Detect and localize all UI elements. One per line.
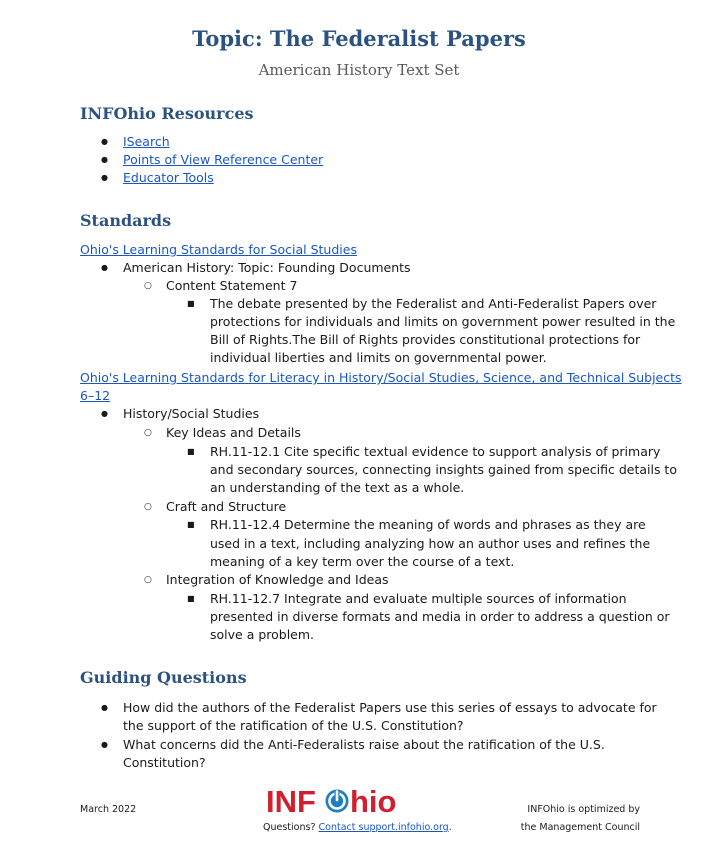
contact-support-link[interactable]: Contact support.infohio.org bbox=[318, 822, 449, 833]
bullet-square bbox=[187, 590, 195, 610]
literacy-standards-link[interactable]: Ohio's Learning Standards for Literacy in History/Social Studies, Science, and Technical Subjects bbox=[80, 370, 682, 385]
guiding-question-line: the support of the ratification of the U.S. Constitution? bbox=[123, 718, 464, 733]
bullet-square bbox=[187, 516, 195, 536]
guiding-question-line: How did the authors of the Federalist Papers use this series of essays to advocate for bbox=[123, 700, 657, 715]
standards-heading: Standards bbox=[80, 211, 172, 230]
bullet-circle bbox=[144, 424, 152, 444]
bullet-disc bbox=[101, 133, 108, 153]
bullet-disc bbox=[101, 169, 108, 189]
standard-group-name: Key Ideas and Details bbox=[166, 425, 301, 440]
footer-date: March 2022 bbox=[80, 804, 137, 815]
bullet-disc bbox=[101, 699, 108, 719]
infohio-logo bbox=[266, 782, 410, 818]
page-title: Topic: The Federalist Papers bbox=[192, 26, 526, 51]
bullet-circle bbox=[144, 277, 152, 297]
standard-group-name: Craft and Structure bbox=[166, 499, 287, 514]
logo-text-inf: INF bbox=[266, 784, 316, 818]
bullet-circle bbox=[144, 498, 152, 518]
bullet-square bbox=[187, 443, 195, 463]
guiding-questions-heading: Guiding Questions bbox=[80, 668, 247, 687]
bullet-disc bbox=[101, 736, 108, 756]
standard-text-line: used in a text, including analyzing how an author uses and refines the bbox=[210, 536, 651, 551]
bullet-disc bbox=[101, 405, 108, 425]
statement-text-line: protections for individuals and limits on government power resulted in the bbox=[210, 314, 676, 329]
bullet-disc bbox=[101, 259, 108, 279]
resource-link-points-of-view[interactable]: Points of View Reference Center bbox=[123, 152, 324, 167]
statement-text-line: individual liberties and limits on governmental power. bbox=[210, 350, 547, 365]
footer-management-line2: the Management Council bbox=[520, 822, 640, 833]
guiding-question-line: What concerns did the Anti-Federalists raise about the ratification of the U.S. bbox=[123, 737, 605, 752]
resources-heading: INFOhio Resources bbox=[80, 104, 254, 123]
content-statement: Content Statement 7 bbox=[166, 278, 298, 293]
standard-text-line: RH.11-12.4 Determine the meaning of words and phrases as they are bbox=[210, 517, 646, 532]
standard-area: American History: Topic: Founding Documents bbox=[123, 260, 411, 275]
bullet-circle bbox=[144, 571, 152, 591]
statement-text-line: Bill of Rights.The Bill of Rights provides constitutional protections for bbox=[210, 332, 641, 347]
standard-group-name: Integration of Knowledge and Ideas bbox=[166, 572, 389, 587]
standard-text-line: an understanding of the text as a whole. bbox=[210, 480, 465, 495]
standard-text-line: RH.11-12.1 Cite specific textual evidence to support analysis of primary bbox=[210, 444, 661, 459]
standard-area: History/Social Studies bbox=[123, 406, 260, 421]
bullet-disc bbox=[101, 151, 108, 171]
standard-text-line: meaning of a key term over the course of a text. bbox=[210, 554, 515, 569]
resource-link-isearch[interactable]: ISearch bbox=[123, 134, 170, 149]
bullet-square bbox=[187, 295, 195, 315]
guiding-question-line: Constitution? bbox=[123, 755, 206, 770]
standard-text-line: and secondary sources, connecting insights gained from specific details to bbox=[210, 462, 677, 477]
resource-link-educator-tools[interactable]: Educator Tools bbox=[123, 170, 214, 185]
footer-management-line1: INFOhio is optimized by bbox=[527, 804, 640, 815]
statement-text-line: The debate presented by the Federalist and Anti-Federalist Papers over bbox=[210, 296, 657, 311]
social-studies-standards-link[interactable]: Ohio's Learning Standards for Social Studies bbox=[80, 242, 357, 257]
logo-text-hio: hio bbox=[350, 784, 397, 818]
page-subtitle: American History Text Set bbox=[258, 61, 460, 79]
footer-questions bbox=[263, 820, 452, 836]
footer-questions-prefix: Questions? bbox=[263, 822, 319, 833]
footer-questions-suffix: . bbox=[448, 822, 452, 833]
standard-text-line: RH.11-12.7 Integrate and evaluate multiple sources of information bbox=[210, 591, 627, 606]
literacy-standards-link-cont[interactable]: 6–12 bbox=[80, 388, 111, 403]
standard-text-line: solve a problem. bbox=[210, 627, 315, 642]
standard-text-line: presented in diverse formats and media in order to address a question or bbox=[210, 609, 670, 624]
